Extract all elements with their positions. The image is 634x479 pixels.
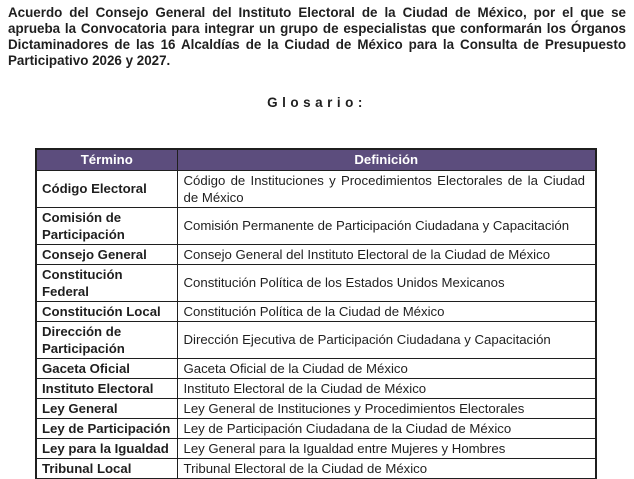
table-row: [36, 264, 596, 301]
term-cell: Código Electoral: [36, 170, 177, 207]
term-cell: Ley de Participación: [36, 418, 177, 438]
term-cell: Dirección de Participación: [36, 321, 177, 358]
definition-cell: Dirección Ejecutiva de Participación Ciudadana y Capacitación: [177, 321, 596, 358]
column-header-termino: Término: [36, 149, 177, 170]
table-row: [36, 244, 596, 264]
table-row: [36, 358, 596, 378]
column-header-definicion: Definición: [177, 149, 596, 170]
term-cell: Constitución Local: [36, 301, 177, 321]
term-cell: Constitución Federal: [36, 264, 177, 301]
term-cell: Ley para la Igualdad: [36, 438, 177, 458]
term-cell: Consejo General: [36, 244, 177, 264]
glossary-heading: Glosario:: [267, 95, 367, 110]
document-title: Acuerdo del Consejo General del Instituto Electoral de la Ciudad de México, por el que se aprueba la Convocatoria para integrar un grupo de especialistas que conformarán los Órganos Dictaminadores de las 16 Alcaldías de la Ciudad de México para la Consulta de Presupuesto Participativo 2026 y 2027.: [8, 5, 626, 68]
term-cell: Gaceta Oficial: [36, 358, 177, 378]
table-row: [36, 438, 596, 458]
definition-cell: Constitución Política de los Estados Unidos Mexicanos: [177, 264, 596, 301]
table-row: [36, 170, 596, 207]
definition-cell: Ley General para la Igualdad entre Mujeres y Hombres: [177, 438, 596, 458]
definition-cell: Ley General de Instituciones y Procedimientos Electorales: [177, 398, 596, 418]
table-row: [36, 207, 596, 244]
definition-cell: Consejo General del Instituto Electoral de la Ciudad de México: [177, 244, 596, 264]
table-row: [36, 301, 596, 321]
definition-cell: Gaceta Oficial de la Ciudad de México: [177, 358, 596, 378]
definition-cell: Código de Instituciones y Procedimientos Electorales de la Ciudad de México: [177, 170, 596, 207]
term-cell: Ley General: [36, 398, 177, 418]
table-row: [36, 398, 596, 418]
definition-cell: Comisión Permanente de Participación Ciudadana y Capacitación: [177, 207, 596, 244]
table-row: [36, 378, 596, 398]
definition-cell: Constitución Política de la Ciudad de México: [177, 301, 596, 321]
table-row: [36, 458, 596, 479]
term-cell: Tribunal Local: [36, 458, 177, 479]
table-row: [36, 321, 596, 358]
table-row: [36, 418, 596, 438]
definition-cell: Instituto Electoral de la Ciudad de México: [177, 378, 596, 398]
definition-cell: Tribunal Electoral de la Ciudad de México: [177, 458, 596, 479]
definition-cell: Ley de Participación Ciudadana de la Ciudad de México: [177, 418, 596, 438]
term-cell: Comisión de Participación: [36, 207, 177, 244]
glossary-table: [35, 148, 597, 479]
table-header-row: [36, 149, 596, 170]
term-cell: Instituto Electoral: [36, 378, 177, 398]
